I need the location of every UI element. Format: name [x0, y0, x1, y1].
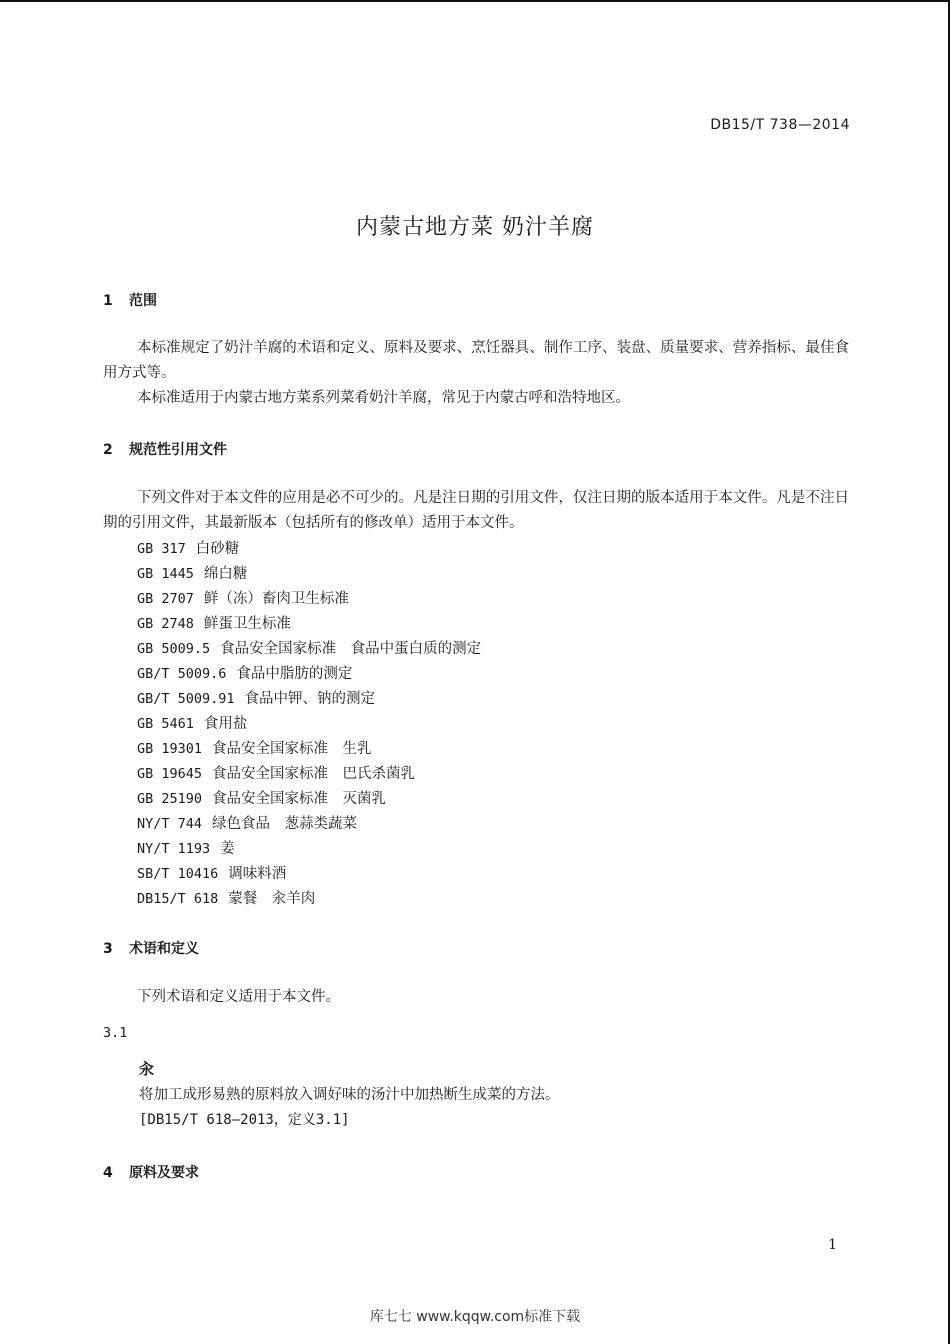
- reference-code: GB 19301: [137, 741, 203, 757]
- reference-item: [137, 812, 481, 837]
- reference-item: [137, 537, 481, 562]
- reference-item: [137, 862, 481, 887]
- reference-item: [137, 612, 481, 637]
- reference-code: DB15/T 618: [137, 891, 219, 907]
- page-number: 1: [828, 1237, 837, 1253]
- footer-watermark: 库七七 www.kqqw.com标准下载: [369, 1309, 581, 1325]
- reference-title: 调味料酒: [228, 866, 287, 882]
- reference-item: [137, 637, 481, 662]
- section-title: 术语和定义: [129, 941, 199, 957]
- reference-title: 食品中脂肪的测定: [236, 666, 353, 682]
- section-heading-scope: [103, 290, 157, 310]
- reference-item: [137, 687, 481, 712]
- section-heading-normative-references: [103, 439, 227, 459]
- reference-code: GB 317: [137, 541, 186, 557]
- reference-title: 绿色食品 葱蒜类蔬菜: [212, 816, 358, 832]
- section-number: 1: [103, 293, 113, 309]
- paragraph: 本标准适用于内蒙古地方菜系列菜肴奶汁羊腐，常见于内蒙古呼和浩特地区。: [137, 390, 630, 406]
- reference-code: GB 5009.5: [137, 641, 211, 657]
- section-title: 范围: [129, 293, 157, 309]
- reference-title: 食品安全国家标准 灭菌乳: [212, 791, 387, 807]
- reference-code: NY/T 744: [137, 816, 203, 832]
- reference-title: 鲜（冻）畜肉卫生标准: [203, 591, 349, 607]
- reference-title: 食品安全国家标准 食品中蛋白质的测定: [220, 641, 482, 657]
- reference-title: 食用盐: [203, 716, 248, 732]
- reference-title: 食品安全国家标准 巴氏杀菌乳: [212, 766, 416, 782]
- term-source: [DB15/T 618—2013，定义3.1]: [139, 1112, 350, 1128]
- term-definition: 将加工成形易熟的原料放入调好味的汤汁中加热断生成菜的方法。: [139, 1087, 560, 1103]
- section-number: 4: [103, 1165, 113, 1181]
- paragraph: 下列术语和定义适用于本文件。: [137, 989, 340, 1005]
- reference-item: [137, 737, 481, 762]
- term-number: 3.1: [103, 1025, 128, 1041]
- reference-item: [137, 787, 481, 812]
- reference-item: [137, 887, 481, 912]
- section-title: 原料及要求: [129, 1165, 199, 1181]
- reference-title: 蒙餐 汆羊肉: [228, 891, 316, 907]
- paragraph: 本标准规定了奶汁羊腐的术语和定义、原料及要求、烹饪器具、制作工序、装盘、质量要求、营养指标、最佳食用方式等。: [103, 340, 849, 381]
- reference-code: GB 5461: [137, 716, 194, 732]
- reference-code: GB 19645: [137, 766, 203, 782]
- section-heading-terms-and-definitions: [103, 938, 199, 958]
- reference-code: SB/T 10416: [137, 866, 219, 882]
- reference-title: 姜: [220, 841, 235, 857]
- reference-item: [137, 562, 481, 587]
- reference-code: NY/T 1193: [137, 841, 211, 857]
- reference-code: GB 2707: [137, 591, 194, 607]
- reference-code: GB 1445: [137, 566, 194, 582]
- reference-item: [137, 762, 481, 787]
- reference-title: 食品中钾、钠的测定: [244, 691, 376, 707]
- reference-title: 鲜蛋卫生标准: [203, 616, 291, 632]
- paragraph: 下列文件对于本文件的应用是必不可少的。凡是注日期的引用文件，仅注日期的版本适用于本文件。凡是不注日期的引用文件，其最新版本（包括所有的修改单）适用于本文件。: [103, 490, 849, 531]
- page-top-border: [0, 0, 950, 2]
- reference-title: 白砂糖: [195, 541, 240, 557]
- reference-code: GB 25190: [137, 791, 203, 807]
- section-title: 规范性引用文件: [129, 442, 227, 458]
- term-name: 汆: [139, 1060, 155, 1078]
- reference-title: 食品安全国家标准 生乳: [212, 741, 372, 757]
- document-title: 内蒙古地方菜 奶汁羊腐: [356, 215, 594, 240]
- reference-code: GB 2748: [137, 616, 194, 632]
- section-heading-raw-materials: [103, 1162, 199, 1182]
- reference-code: GB/T 5009.91: [137, 691, 235, 707]
- reference-code: GB/T 5009.6: [137, 666, 227, 682]
- reference-item: [137, 837, 481, 862]
- reference-title: 绵白糖: [203, 566, 248, 582]
- document-code: DB15/T 738—2014: [710, 117, 850, 133]
- section-number: 2: [103, 442, 113, 458]
- reference-item: [137, 712, 481, 737]
- section-number: 3: [103, 941, 113, 957]
- reference-item: [137, 587, 481, 612]
- reference-item: [137, 662, 481, 687]
- reference-list: [137, 537, 481, 912]
